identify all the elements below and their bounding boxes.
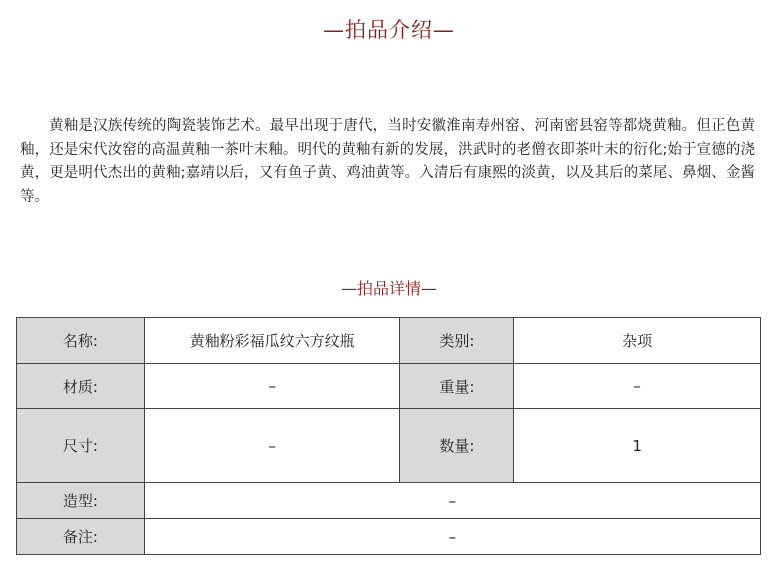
intro-paragraph: 黄釉是汉族传统的陶瓷装饰艺术。最早出现于唐代，当时安徽淮南寿州窑、河南密县窑等都烧黄釉。但正色黄釉，还是宋代汝窑的高温黄釉一茶叶末釉。明代的黄釉有新的发展，洪武时的老僧衣即茶叶末的衍化;始于宣德的浇黄，更是明代杰出的黄釉;嘉靖以后，又有鱼子黄、鸡油黄等。入清后有康熙的淡黄，以及其后的菜尾、鼻烟、金酱等。 (20, 118, 755, 205)
details-table (16, 317, 761, 555)
table-row (17, 364, 761, 409)
quantity-value: 1 (514, 409, 761, 483)
weight-value: – (514, 364, 761, 409)
note-label: 备注: (17, 519, 145, 555)
material-value: – (144, 364, 400, 409)
weight-label: 重量: (400, 364, 514, 409)
category-value: 杂项 (514, 318, 761, 364)
table-row (17, 318, 761, 364)
category-label: 类别: (400, 318, 514, 364)
quantity-label: 数量: (400, 409, 514, 483)
size-value: – (144, 409, 400, 483)
note-value: – (144, 519, 760, 555)
table-row (17, 409, 761, 483)
name-label: 名称: (17, 318, 145, 364)
size-label: 尺寸: (17, 409, 145, 483)
name-value: 黄釉粉彩福瓜纹六方纹瓶 (144, 318, 400, 364)
table-row (17, 519, 761, 555)
table-row (17, 483, 761, 519)
shape-label: 造型: (17, 483, 145, 519)
intro-title: —拍品介绍— (323, 18, 455, 42)
shape-value: – (144, 483, 760, 519)
details-title: —拍品详情— (340, 279, 437, 298)
material-label: 材质: (17, 364, 145, 409)
